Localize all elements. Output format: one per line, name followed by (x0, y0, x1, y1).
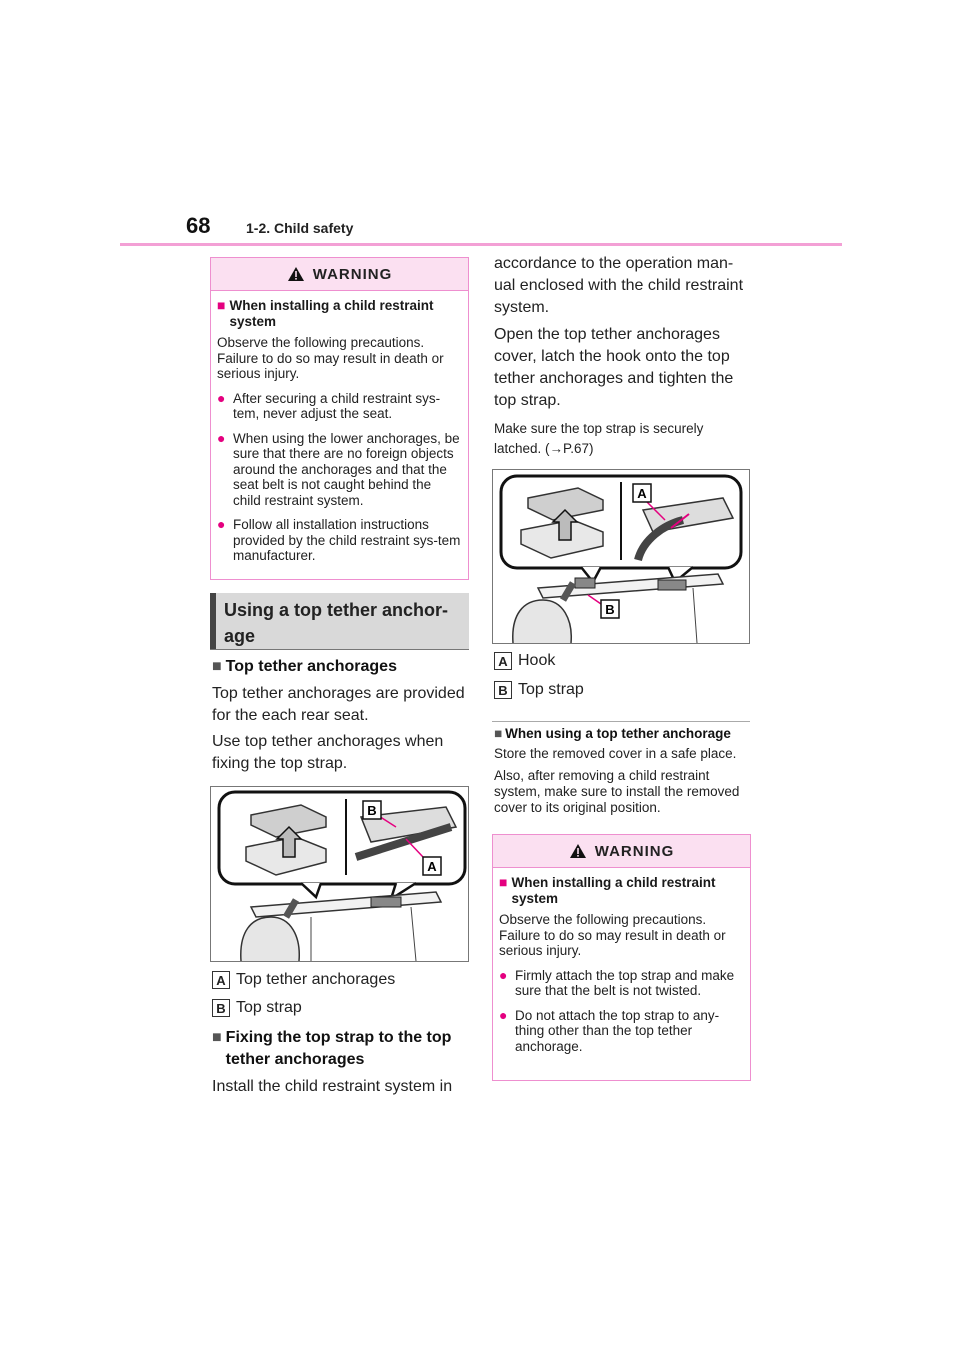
figure-top-tether-anchorages (210, 786, 469, 962)
square-bullet-icon: ■ (212, 658, 222, 675)
circle-bullet-icon: ● (499, 966, 508, 983)
paragraph: Top tether anchorages are provided for the each rear seat. (212, 685, 465, 724)
warning-intro: Observe the following precautions. Failure to do so may result in death or serious injury. (217, 335, 444, 381)
section-title: 1-2. Child safety (246, 220, 354, 236)
list-item: ● Firmly attach the top strap and make sure that the belt is not twisted. (499, 966, 735, 998)
subheading-fixing-strap: ■ Fixing the top strap to the top tether anchorages (212, 1027, 472, 1071)
square-bullet-icon: ■ (494, 726, 503, 741)
paragraph: accordance to the operation man- ual enclosed with the child restraint system. (494, 255, 744, 316)
warning-header (493, 835, 750, 868)
paragraph: Use top tether anchorages when fixing the top strap. (212, 733, 444, 772)
section-heading: Using a top tether anchor- age (210, 593, 469, 649)
figure-hook-and-strap (492, 469, 750, 644)
legend-key: A (212, 971, 230, 989)
note-rule (492, 721, 750, 722)
paragraph: Install the child restraint system in (212, 1078, 453, 1095)
warning-header (211, 258, 468, 291)
callout-label: B (367, 803, 377, 818)
paragraph: Open the top tether anchorages cover, latch the hook onto the top tether anchorages and tighten the top strap. (494, 326, 734, 409)
warning-title: ■ When installing a child restraint system (499, 874, 716, 906)
legend-key: A (494, 652, 512, 670)
legend-item-a: A Top tether anchorages (212, 971, 395, 989)
warning-icon (287, 266, 305, 282)
warning-label: WARNING (594, 842, 675, 860)
list-item: ● Do not attach the top strap to any-thing other than the top tether anchorage. (499, 1006, 720, 1054)
warning-icon (569, 843, 587, 859)
legend-key: B (212, 999, 230, 1017)
section-rule (210, 649, 469, 650)
note: Make sure the top strap is securely latched. (→P.67) (494, 421, 704, 456)
warning-intro: Observe the following precautions. Failure to do so may result in death or serious injury. (499, 912, 726, 958)
legend-item-b: B Top strap (212, 999, 302, 1017)
warning-title: ■ When installing a child restraint system (217, 297, 434, 329)
info-title: ■ When using a top tether anchorage (494, 726, 731, 741)
square-bullet-icon: ■ (212, 1029, 222, 1046)
circle-bullet-icon: ● (499, 1006, 508, 1023)
list-item: ● When using the lower anchorages, be sure that there are no foreign objects around the anchorages and that the seat belt is not caught behind the child restraint system. (217, 429, 460, 508)
square-bullet-icon: ■ (499, 874, 508, 890)
callout-label: B (605, 602, 615, 617)
subheading-top-tether: ■ Top tether anchorages (212, 656, 397, 678)
square-bullet-icon: ■ (217, 297, 226, 313)
anchorage-illustration (211, 787, 468, 961)
page-number: 68 (186, 213, 211, 238)
header-rule (120, 243, 842, 246)
legend-item-b: B Top strap (494, 681, 584, 699)
warning-label: WARNING (312, 265, 393, 283)
list-item: ● Follow all installation instructions provided by the child restraint sys-tem manufacturer. (217, 516, 461, 563)
hook-illustration (493, 470, 749, 643)
circle-bullet-icon: ● (217, 389, 226, 406)
list-item: ● After securing a child restraint sys-tem, never adjust the seat. (217, 389, 441, 421)
legend-item-a: A Hook (494, 652, 555, 670)
callout-label: A (427, 859, 437, 874)
circle-bullet-icon: ● (217, 516, 226, 532)
warning-box-1 (210, 257, 469, 580)
info-paragraph: Also, after removing a child restraint system, make sure to install the removed cover to its original position. (494, 768, 740, 815)
circle-bullet-icon: ● (217, 429, 226, 446)
callout-label: A (637, 486, 647, 501)
warning-box-2 (492, 834, 751, 1081)
legend-key: B (494, 681, 512, 699)
info-paragraph: Store the removed cover in a safe place. (494, 746, 737, 761)
